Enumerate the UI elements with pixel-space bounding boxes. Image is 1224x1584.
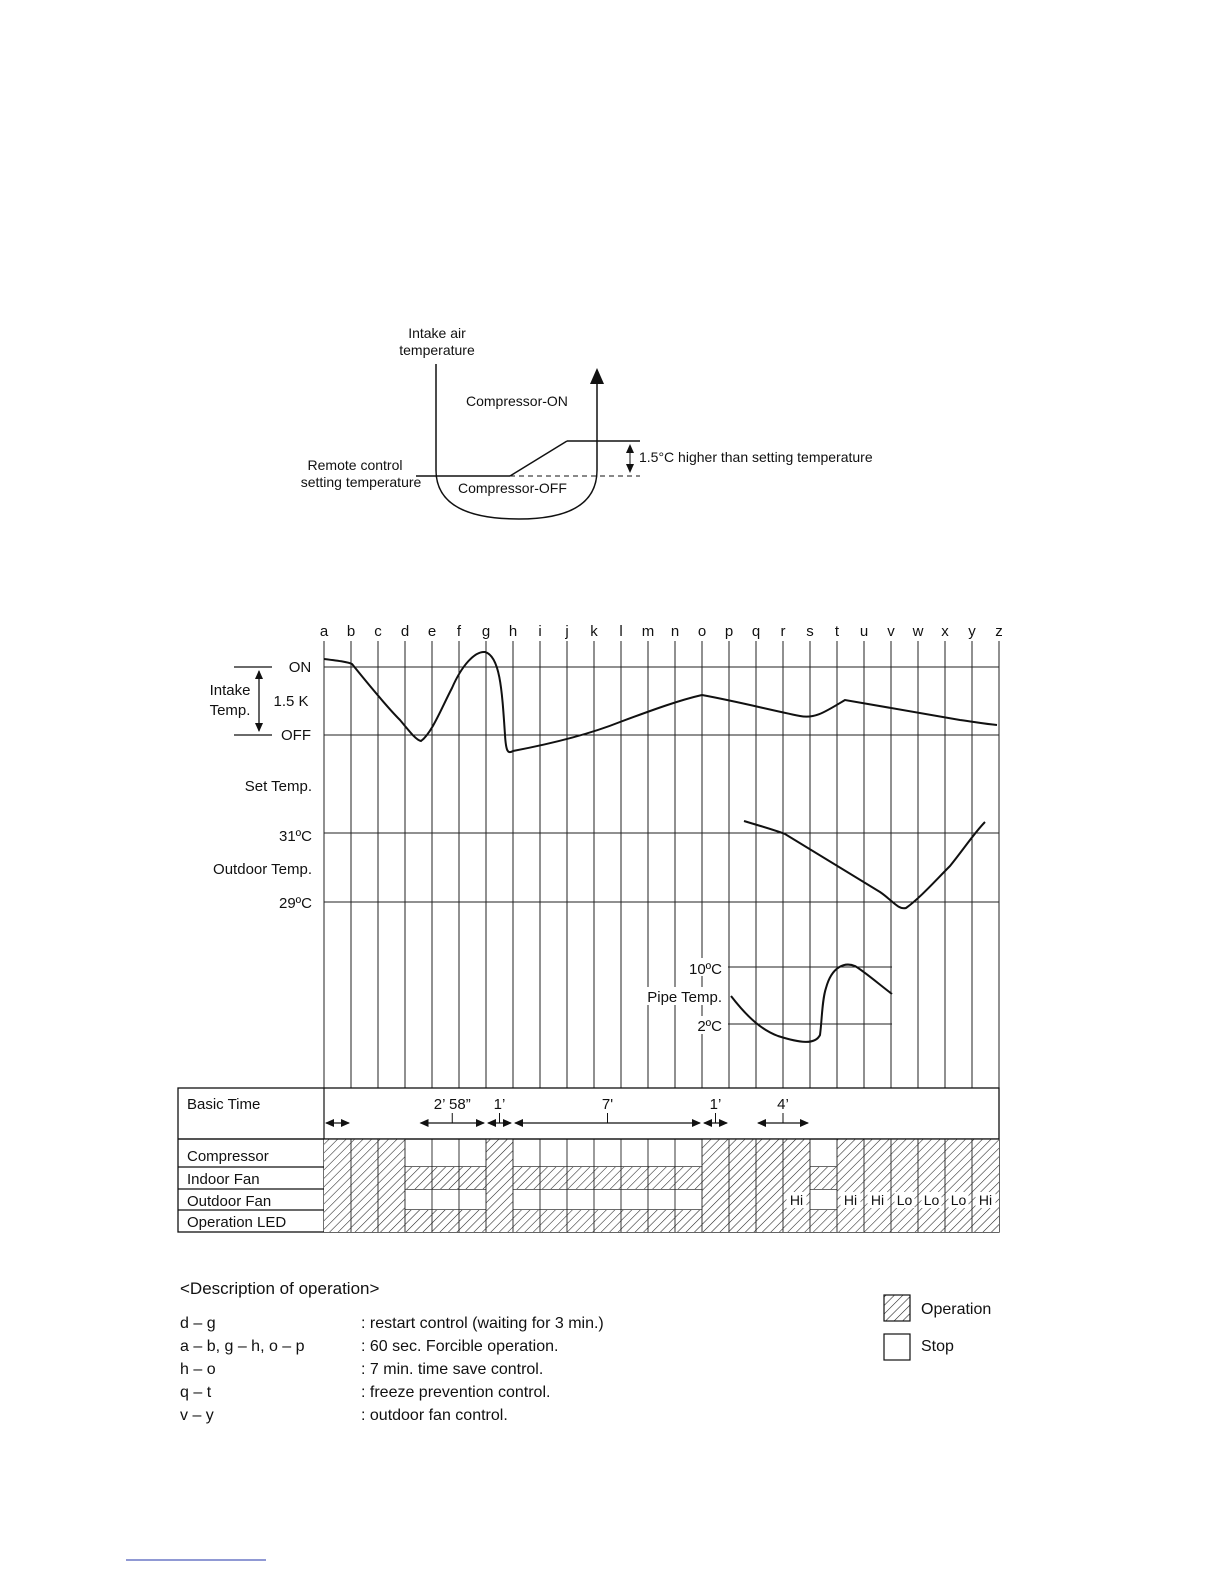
column-letter: u: [859, 623, 869, 640]
description-text: : 60 sec. Forcible operation.: [361, 1338, 559, 1355]
column-letter: l: [619, 623, 623, 640]
column-letter: t: [834, 623, 840, 640]
operation-led-on-cell: [864, 1210, 891, 1232]
compressor-on-cell: [486, 1139, 513, 1167]
indoor-fan-on-cell: [810, 1167, 837, 1189]
indoor-fan-on-cell: [675, 1167, 702, 1189]
operation-led-on-cell: [729, 1210, 756, 1232]
pipe-temp-curve: [731, 965, 892, 1042]
intake-temp-label-1: Intake: [209, 682, 251, 699]
column-letter: c: [374, 623, 382, 640]
description-range: d – g: [180, 1315, 216, 1332]
compressor-on-label: Compressor-ON: [466, 393, 568, 409]
pipe-low-label: 2ºC: [697, 1018, 722, 1035]
outdoor-fan-on-cell: [756, 1189, 783, 1210]
indoor-fan-on-cell: [378, 1167, 405, 1189]
column-letter: y: [968, 623, 976, 640]
compressor-on-cell: [783, 1139, 810, 1167]
operation-led-on-cell: [567, 1210, 594, 1232]
fan-speed-label: Lo: [923, 1192, 940, 1208]
description-range: v – y: [180, 1407, 214, 1424]
thermostat-diagram: [301, 325, 873, 519]
column-letter: i: [538, 623, 542, 640]
row-label-basic-time: Basic Time: [187, 1096, 261, 1113]
description-heading: <Description of operation>: [180, 1279, 380, 1298]
operation-led-on-cell: [513, 1210, 540, 1232]
outdoor-fan-on-cell: [324, 1189, 351, 1210]
outdoor-fan-on-cell: [351, 1189, 378, 1210]
compressor-on-cell: [891, 1139, 918, 1167]
compressor-on-cell: [918, 1139, 945, 1167]
operation-led-on-cell: [756, 1210, 783, 1232]
indoor-fan-on-cell: [837, 1167, 864, 1189]
column-letter: h: [508, 623, 518, 640]
interval-label: 1’: [709, 1096, 722, 1113]
column-letter: j: [565, 623, 569, 640]
column-letters: [320, 623, 1003, 640]
column-letter: r: [780, 623, 786, 640]
operation-led-on-cell: [540, 1210, 567, 1232]
compressor-off-label: Compressor-OFF: [458, 480, 567, 496]
indoor-fan-on-cell: [432, 1167, 459, 1189]
setting-label-1: Remote control: [307, 457, 403, 473]
description-text: : outdoor fan control.: [361, 1407, 508, 1424]
hysteresis-label: 1.5 K: [273, 693, 309, 710]
interval-label: 1’: [493, 1096, 506, 1113]
column-letter: d: [400, 623, 410, 640]
legend: [884, 1295, 991, 1360]
operation-led-on-cell: [432, 1210, 459, 1232]
column-letter: g: [481, 623, 491, 640]
operation-led-on-cell: [891, 1210, 918, 1232]
indoor-fan-on-cell: [756, 1167, 783, 1189]
operation-led-on-cell: [675, 1210, 702, 1232]
compressor-on-cell: [837, 1139, 864, 1167]
indoor-fan-on-cell: [918, 1167, 945, 1189]
operation-led-on-cell: [702, 1210, 729, 1232]
operation-led-on-cell: [351, 1210, 378, 1232]
compressor-on-cell: [864, 1139, 891, 1167]
indoor-fan-on-cell: [972, 1167, 999, 1189]
column-letter: o: [697, 623, 707, 640]
operation-led-on-cell: [972, 1210, 999, 1232]
pipe-high-label: 10ºC: [689, 961, 722, 978]
operation-led-on-cell: [918, 1210, 945, 1232]
indoor-fan-on-cell: [486, 1167, 513, 1189]
column-letter: v: [887, 623, 895, 640]
description-range: q – t: [180, 1384, 212, 1401]
interval-label: 4’: [777, 1096, 789, 1113]
column-letter: s: [806, 623, 814, 640]
indoor-fan-on-cell: [351, 1167, 378, 1189]
compressor-on-cell: [324, 1139, 351, 1167]
pipe-temp-label: Pipe Temp.: [647, 989, 722, 1006]
compressor-on-cell: [729, 1139, 756, 1167]
indoor-fan-on-cell: [702, 1167, 729, 1189]
outdoor-fan-on-cell: [486, 1189, 513, 1210]
column-letter: k: [590, 623, 598, 640]
setting-label-2: setting temperature: [300, 474, 422, 490]
compressor-on-cell: [702, 1139, 729, 1167]
description-text: : restart control (waiting for 3 min.): [361, 1315, 604, 1332]
operation-led-on-cell: [783, 1210, 810, 1232]
indoor-fan-on-cell: [783, 1167, 810, 1189]
outdoor-fan-on-cell: [378, 1189, 405, 1210]
operation-led-on-cell: [810, 1210, 837, 1232]
intake-air-label-1: Intake air: [408, 325, 466, 341]
row-label-operation-led: Operation LED: [187, 1214, 287, 1231]
legend-operation-swatch: [884, 1295, 910, 1321]
indoor-fan-on-cell: [594, 1167, 621, 1189]
operation-led-on-cell: [621, 1210, 648, 1232]
fan-speed-label: Hi: [843, 1192, 858, 1208]
operation-led-on-cell: [405, 1210, 432, 1232]
intake-temp-label-2: Temp.: [209, 702, 251, 719]
description-text: : freeze prevention control.: [361, 1384, 551, 1401]
row-label-compressor: Compressor: [187, 1148, 269, 1165]
status-table: [178, 1088, 999, 1232]
column-letter: a: [319, 623, 329, 640]
fan-speed-label: Hi: [978, 1192, 993, 1208]
description-list: [180, 1315, 604, 1424]
outdoor-high-label: 31ºC: [279, 828, 312, 845]
indoor-fan-on-cell: [864, 1167, 891, 1189]
fan-speed-label: Lo: [950, 1192, 967, 1208]
operation-led-on-cell: [324, 1210, 351, 1232]
indoor-fan-on-cell: [513, 1167, 540, 1189]
rise-line: [510, 441, 567, 476]
outdoor-fan-on-cell: [729, 1189, 756, 1210]
description: [180, 1279, 604, 1424]
off-label: OFF: [281, 727, 311, 744]
operation-led-on-cell: [594, 1210, 621, 1232]
operation-led-on-cell: [648, 1210, 675, 1232]
offset-note: 1.5°C higher than setting temperature: [639, 449, 873, 465]
indoor-fan-on-cell: [540, 1167, 567, 1189]
column-letter: q: [751, 623, 761, 640]
column-letter: w: [912, 623, 924, 640]
operation-led-on-cell: [378, 1210, 405, 1232]
column-letter: z: [995, 623, 1003, 640]
compressor-on-cell: [972, 1139, 999, 1167]
description-range: a – b, g – h, o – p: [180, 1338, 305, 1355]
column-letter: m: [641, 623, 655, 640]
row-label-outdoor-fan: Outdoor Fan: [187, 1193, 272, 1210]
indoor-fan-on-cell: [405, 1167, 432, 1189]
intake-air-label-2: temperature: [399, 342, 475, 358]
description-range: h – o: [180, 1361, 216, 1378]
legend-operation-label: Operation: [921, 1301, 992, 1318]
indoor-fan-on-cell: [567, 1167, 594, 1189]
row-label-indoor-fan: Indoor Fan: [187, 1171, 260, 1188]
compressor-on-cell: [378, 1139, 405, 1167]
legend-stop-label: Stop: [921, 1338, 954, 1355]
compressor-on-cell: [756, 1139, 783, 1167]
fan-speed-label: Hi: [870, 1192, 885, 1208]
indoor-fan-on-cell: [324, 1167, 351, 1189]
indoor-fan-on-cell: [891, 1167, 918, 1189]
operation-led-on-cell: [837, 1210, 864, 1232]
indoor-fan-on-cell: [459, 1167, 486, 1189]
operation-led-on-cell: [486, 1210, 513, 1232]
indoor-fan-on-cell: [648, 1167, 675, 1189]
set-temp-label: Set Temp.: [244, 778, 312, 795]
compressor-on-cell: [945, 1139, 972, 1167]
description-text: : 7 min. time save control.: [361, 1361, 544, 1378]
column-letter: p: [724, 623, 734, 640]
column-letter: b: [346, 623, 356, 640]
legend-stop-swatch: [884, 1334, 910, 1360]
column-letter: e: [427, 623, 437, 640]
indoor-fan-on-cell: [729, 1167, 756, 1189]
column-letter: f: [456, 623, 462, 640]
outdoor-low-label: 29ºC: [279, 895, 312, 912]
fan-speed-label: Lo: [896, 1192, 913, 1208]
up-arrow-icon: [590, 368, 604, 384]
compressor-on-cell: [351, 1139, 378, 1167]
operation-led-on-cell: [945, 1210, 972, 1232]
on-label: ON: [288, 659, 312, 676]
indoor-fan-on-cell: [945, 1167, 972, 1189]
column-letter: n: [670, 623, 680, 640]
outdoor-fan-on-cell: [702, 1189, 729, 1210]
indoor-fan-on-cell: [621, 1167, 648, 1189]
timing-chart: [178, 623, 1003, 1232]
outdoor-temp-label: Outdoor Temp.: [213, 861, 312, 878]
interval-label: 2’ 58”: [433, 1096, 471, 1113]
column-letter: x: [941, 623, 949, 640]
fan-speed-label: Hi: [789, 1192, 804, 1208]
operation-led-on-cell: [459, 1210, 486, 1232]
interval-label: 7': [601, 1096, 614, 1113]
